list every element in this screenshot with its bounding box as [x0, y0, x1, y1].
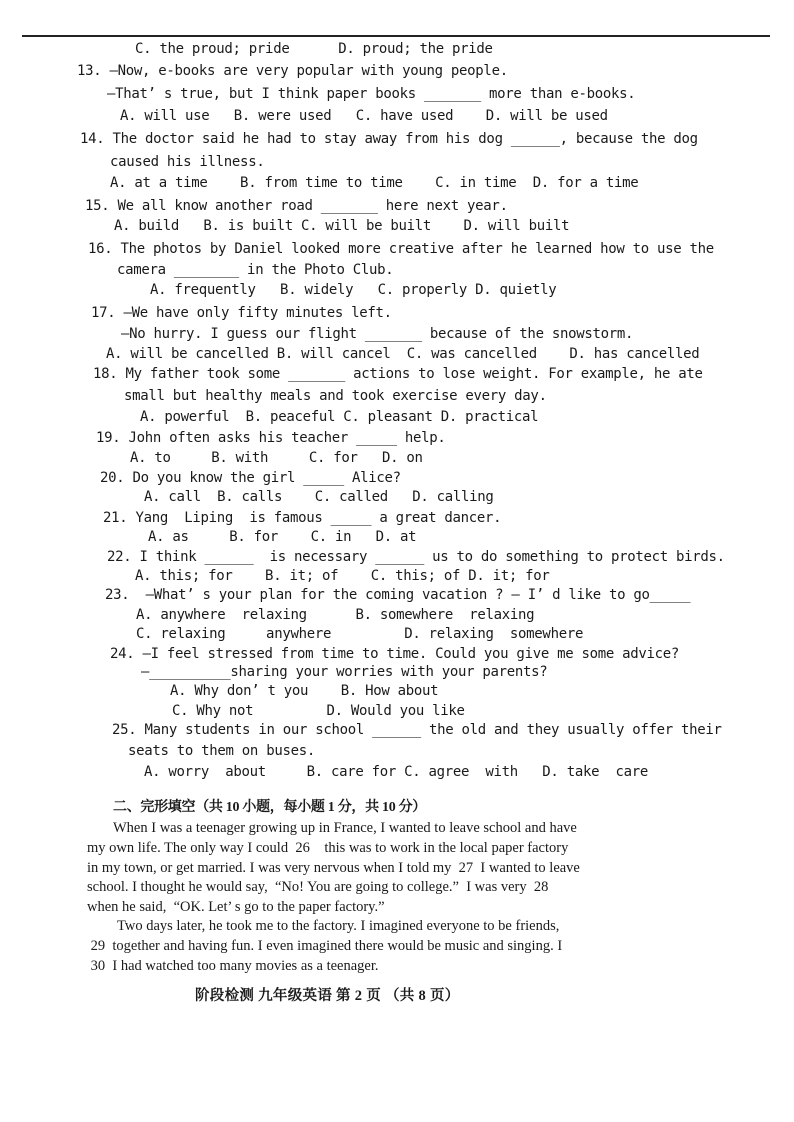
question-line: 16. The photos by Daniel looked more creative after he learned how to use the: [88, 241, 714, 257]
question-line: —No hurry. I guess our flight _______ because of the snowstorm.: [121, 326, 634, 342]
question-line: 22. I think ______ is necessary ______ us to do something to protect birds.: [107, 549, 725, 565]
question-line: A. powerful B. peaceful C. pleasant D. practical: [140, 409, 539, 425]
question-line: A. build B. is built C. will be built D. will built: [114, 218, 570, 234]
passage-line: in my town, or get married. I was very nervous when I told my 27 I wanted to leave: [87, 860, 580, 876]
passage-line: Two days later, he took me to the factory. I imagined everyone to be friends,: [117, 918, 560, 934]
passage-line: When I was a teenager growing up in France, I wanted to leave school and have: [113, 820, 577, 836]
question-line: 25. Many students in our school ______ the old and they usually offer their: [112, 722, 722, 738]
question-line: A. Why don’ t you B. How about: [170, 683, 439, 699]
passage-line: when he said, “OK. Let’ s go to the paper factory.”: [87, 899, 385, 915]
passage-line: school. I thought he would say, “No! You are going to college.” I was very 28: [87, 879, 549, 895]
question-line: 19. John often asks his teacher _____ help.: [96, 430, 446, 446]
question-line: 23. —What’ s your plan for the coming vacation ? — I’ d like to go_____: [105, 587, 691, 603]
question-line: camera ________ in the Photo Club.: [117, 262, 394, 278]
question-line: A. will use B. were used C. have used D. will be used: [120, 108, 608, 124]
question-line: A. this; for B. it; of C. this; of D. it; for: [135, 568, 550, 584]
question-line: small but healthy meals and took exercise every day.: [124, 388, 547, 404]
question-line: A. at a time B. from time to time C. in time D. for a time: [110, 175, 639, 191]
question-line: C. the proud; pride D. proud; the pride: [135, 41, 493, 57]
passage-line: 30 I had watched too many movies as a teenager.: [87, 958, 379, 974]
question-line: 20. Do you know the girl _____ Alice?: [100, 470, 401, 486]
question-line: A. frequently B. widely C. properly D. quietly: [150, 282, 557, 298]
question-line: 21. Yang Liping is famous _____ a great dancer.: [103, 510, 502, 526]
question-line: A. as B. for C. in D. at: [148, 529, 417, 545]
top-rule: [22, 35, 770, 37]
passage-line: my own life. The only way I could 26 this was to work in the local paper factory: [87, 840, 569, 856]
question-line: 15. We all know another road _______ here next year.: [85, 198, 508, 214]
question-line: seats to them on buses.: [128, 743, 315, 759]
question-line: 18. My father took some _______ actions to lose weight. For example, he ate: [93, 366, 703, 382]
question-line: A. will be cancelled B. will cancel C. was cancelled D. has cancelled: [106, 346, 700, 362]
question-line: 17. —We have only fifty minutes left.: [91, 305, 392, 321]
question-line: 13. —Now, e-books are very popular with young people.: [77, 63, 508, 79]
question-line: 24. —I feel stressed from time to time. Could you give me some advice?: [110, 646, 680, 662]
question-line: —That’ s true, but I think paper books _______ more than e-books.: [107, 86, 636, 102]
question-line: A. call B. calls C. called D. calling: [144, 489, 494, 505]
question-line: A. worry about B. care for C. agree with D. take care: [144, 764, 648, 780]
question-line: A. to B. with C. for D. on: [130, 450, 423, 466]
passage-line: 29 together and having fun. I even imagined there would be music and singing. I: [87, 938, 563, 954]
question-line: —__________sharing your worries with your parents?: [141, 664, 548, 680]
question-line: C. Why not D. Would you like: [172, 703, 465, 719]
question-line: caused his illness.: [110, 154, 265, 170]
page-footer: 阶段检测 九年级英语 第 2 页 （共 8 页）: [195, 988, 460, 1004]
question-line: A. anywhere relaxing B. somewhere relaxing: [136, 607, 535, 623]
question-line: 14. The doctor said he had to stay away from his dog ______, because the dog: [80, 131, 698, 147]
section-heading: 二、完形填空（共 10 小题，每小题 1 分，共 10 分）: [113, 800, 426, 815]
question-line: C. relaxing anywhere D. relaxing somewhere: [136, 626, 584, 642]
